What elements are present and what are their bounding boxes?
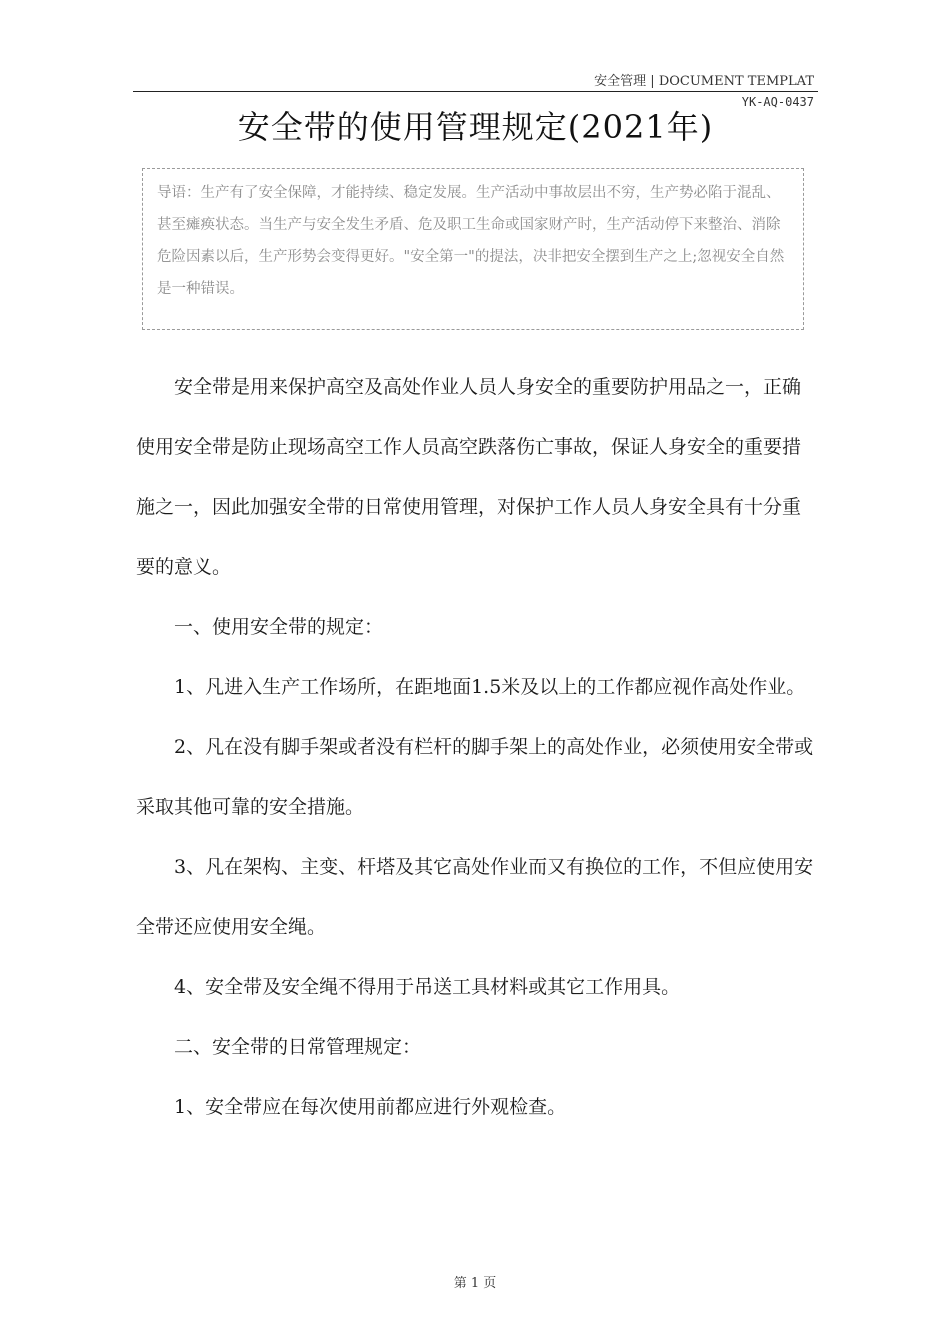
page-number: 第 1 页 [453, 1276, 497, 1291]
body-paragraph: 1、安全带应在每次使用前都应进行外观检查。 [174, 1096, 567, 1118]
page-header [594, 70, 814, 89]
section-heading: 一、使用安全带的规定： [174, 616, 384, 638]
header-template-label: DOCUMENT TEMPLAT [658, 74, 814, 89]
header-category: 安全管理 [594, 74, 647, 89]
document-code: YK-AQ-0437 [741, 95, 814, 109]
document-title: 安全带的使用管理规定(2021年) [237, 108, 714, 146]
section-heading: 二、安全带的日常管理规定： [174, 1036, 422, 1058]
body-paragraph: 安全带是用来保护高空及高处作业人员人身安全的重要防护用品之一，正确使用安全带是防止现场高空工作人员高空跌落伤亡事故，保证人身安全的重要措施之一，因此加强安全带的日常使用管理，对保护工作人员人身安全具有十分重要的意义。 [136, 376, 802, 578]
header-divider [133, 91, 818, 92]
body-paragraph: 1、凡进入生产工作场所，在距地面1.5米及以上的工作都应视作高处作业。 [174, 676, 806, 698]
intro-text: 导语：生产有了安全保障，才能持续、稳定发展。生产活动中事故层出不穷，生产势必陷于混乱、甚至瘫痪状态。当生产与安全发生矛盾、危及职工生命或国家财产时，生产活动停下来整治、消除危险因素以后，生产形势会变得更好。"安全第一"的提法，决非把安全摆到生产之上;忽视安全自然是一种错误。 [157, 185, 785, 297]
body-paragraph: 3、凡在架构、主变、杆塔及其它高处作业而又有换位的工作，不但应使用安全带还应使用安全绳。 [136, 856, 814, 938]
header-separator: | [650, 74, 655, 89]
body-paragraph: 2、凡在没有脚手架或者没有栏杆的脚手架上的高处作业，必须使用安全带或采取其他可靠的安全措施。 [136, 736, 814, 818]
body-paragraph: 4、安全带及安全绳不得用于吊送工具材料或其它工作用具。 [174, 976, 681, 998]
intro-box [142, 168, 804, 330]
document-body [136, 357, 816, 1137]
